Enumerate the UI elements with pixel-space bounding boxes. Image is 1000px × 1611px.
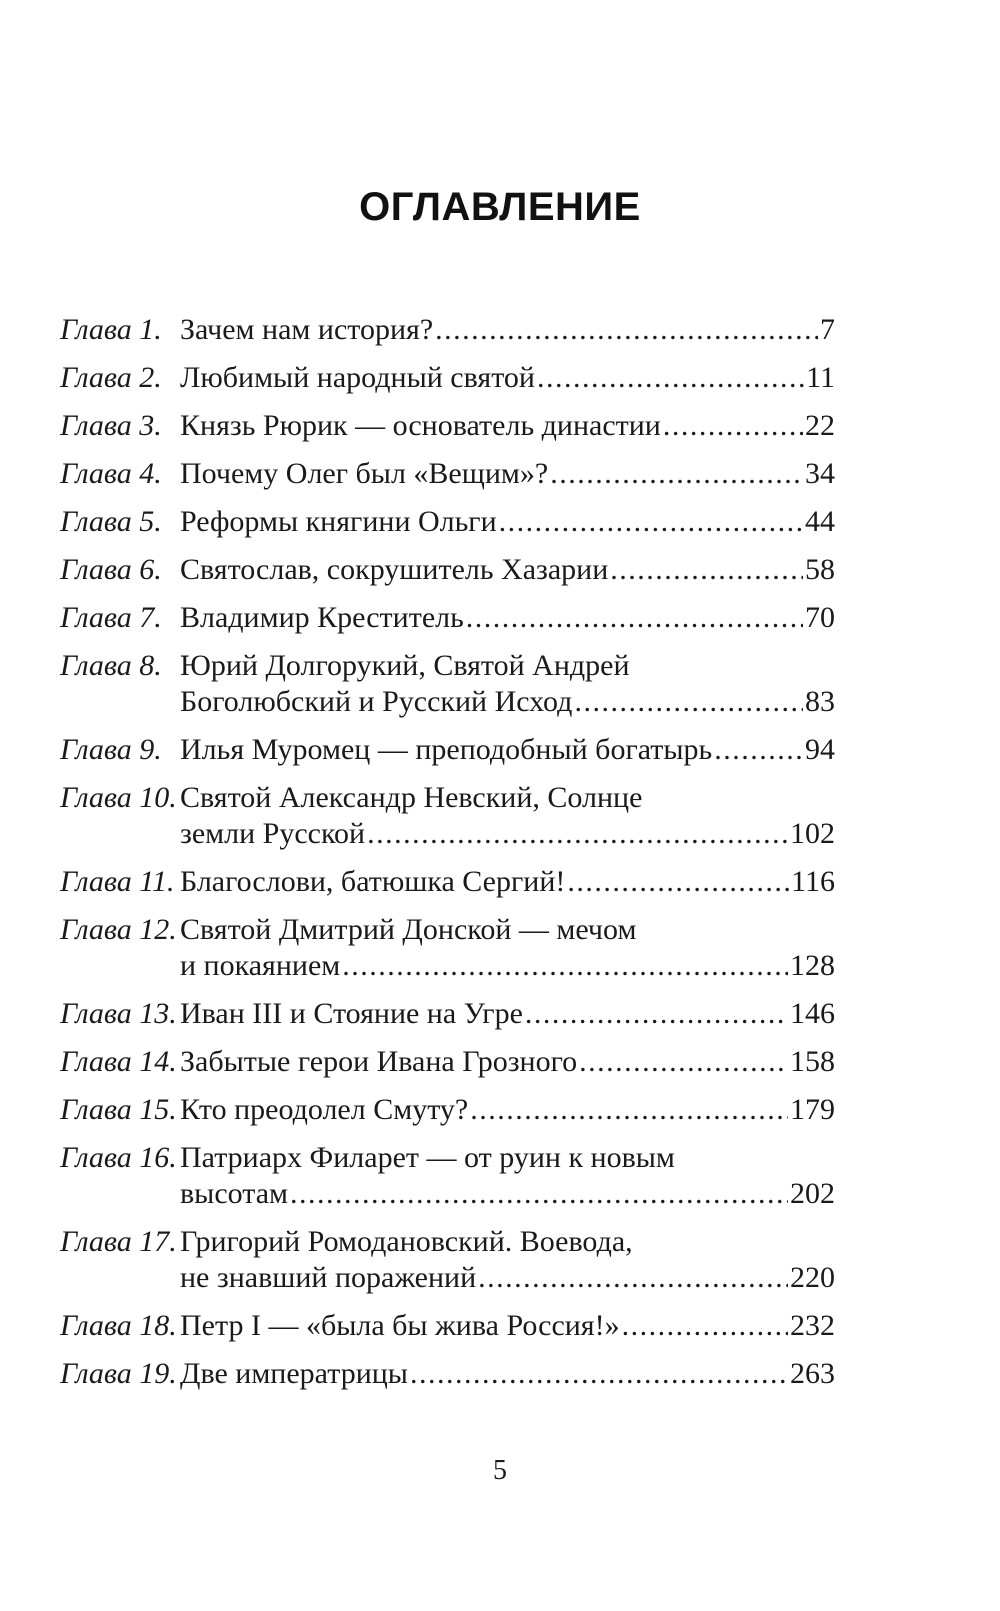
- toc-page-number: 202: [790, 1177, 835, 1210]
- toc-page-number: 102: [790, 817, 835, 850]
- chapter-title-text: Петр I — «была бы жива Россия!»: [180, 1309, 620, 1342]
- chapter-title-line: Святой Александр Невский, Солнце: [180, 781, 643, 814]
- chapter-title-block: [180, 1140, 835, 1212]
- chapter-title-text: Любимый народный святой: [180, 361, 535, 394]
- toc-entry: [60, 408, 835, 444]
- chapter-label: Глава 10.: [60, 781, 177, 814]
- dot-leader: [574, 684, 803, 720]
- page-title: ОГЛАВЛЕНИЕ: [359, 185, 641, 229]
- toc-page-number: 128: [790, 949, 835, 982]
- chapter-title-block: [180, 552, 835, 588]
- toc-page-number: 58: [805, 553, 835, 586]
- chapter-title-text: Владимир Креститель: [180, 601, 464, 634]
- chapter-title-block: [180, 408, 835, 444]
- dot-leader: [525, 996, 788, 1032]
- chapter-title-block: [180, 912, 835, 984]
- dot-leader: [410, 1356, 788, 1392]
- toc-entry: [60, 780, 835, 852]
- dot-leader: [537, 360, 804, 396]
- toc-page-number: 94: [805, 733, 835, 766]
- toc-entry: [60, 552, 835, 588]
- chapter-title-final-line: [180, 732, 835, 768]
- chapter-title-text: Боголюбский и Русский Исход: [180, 685, 573, 718]
- chapter-title-text: Кто преодолел Смуту?: [180, 1093, 469, 1126]
- chapter-label: Глава 15.: [60, 1093, 177, 1126]
- chapter-title-final-line: [180, 948, 835, 984]
- toc-entry: [60, 360, 835, 396]
- toc-page-number: 232: [790, 1309, 835, 1342]
- toc-entry: [60, 504, 835, 540]
- chapter-title-line: Юрий Долгорукий, Святой Андрей: [180, 649, 630, 682]
- toc-entry: [60, 600, 835, 636]
- dot-leader: [714, 732, 803, 768]
- toc-page-number: 220: [790, 1261, 835, 1294]
- chapter-title-final-line: [180, 816, 835, 852]
- chapter-label: Глава 6.: [60, 553, 162, 586]
- toc-entry: [60, 1044, 835, 1080]
- chapter-title-final-line: [180, 360, 835, 396]
- chapter-label: Глава 17.: [60, 1225, 177, 1258]
- chapter-label: Глава 2.: [60, 361, 162, 394]
- toc-entry: [60, 1092, 835, 1128]
- chapter-title-final-line: [180, 1260, 835, 1296]
- chapter-title-block: [180, 732, 835, 768]
- chapter-label: Глава 18.: [60, 1309, 177, 1342]
- chapter-title-block: [180, 312, 835, 348]
- chapter-title-text: Зачем нам история?: [180, 313, 434, 346]
- toc-entry: [60, 732, 835, 768]
- chapter-title-final-line: [180, 408, 835, 444]
- toc-page-number: 116: [791, 865, 835, 898]
- chapter-label: Глава 11.: [60, 865, 175, 898]
- chapter-label: Глава 4.: [60, 457, 162, 490]
- chapter-label: Глава 9.: [60, 733, 162, 766]
- chapter-title-text: Князь Рюрик — основатель династии: [180, 409, 661, 442]
- dot-leader: [478, 1260, 788, 1296]
- chapter-label: Глава 12.: [60, 913, 177, 946]
- chapter-title-line: Святой Дмитрий Донской — мечом: [180, 913, 637, 946]
- chapter-title-text: Иван III и Стояние на Угре: [180, 997, 523, 1030]
- toc-entry: [60, 1224, 835, 1296]
- chapter-label: Глава 7.: [60, 601, 162, 634]
- dot-leader: [579, 1044, 788, 1080]
- dot-leader: [567, 864, 789, 900]
- chapter-title-text: Святослав, сокрушитель Хазарии: [180, 553, 609, 586]
- chapter-title-final-line: [180, 1356, 835, 1392]
- chapter-label: Глава 19.: [60, 1357, 177, 1390]
- dot-leader: [550, 456, 803, 492]
- chapter-title-block: [180, 1044, 835, 1080]
- dot-leader: [342, 948, 788, 984]
- dot-leader: [610, 552, 803, 588]
- chapter-title-final-line: [180, 504, 835, 540]
- chapter-title-final-line: [180, 312, 835, 348]
- toc-entry: [60, 648, 835, 720]
- chapter-title-block: [180, 600, 835, 636]
- toc-page-number: 11: [806, 361, 835, 394]
- toc-entry: [60, 1356, 835, 1392]
- chapter-label: Глава 13.: [60, 997, 177, 1030]
- chapter-title-block: [180, 1092, 835, 1128]
- chapter-label: Глава 1.: [60, 313, 162, 346]
- toc-entry: [60, 312, 835, 348]
- chapter-title-block: [180, 780, 835, 852]
- toc-entry: [60, 864, 835, 900]
- chapter-title-block: [180, 504, 835, 540]
- toc-page-number: 70: [805, 601, 835, 634]
- toc-entry: [60, 1308, 835, 1344]
- chapter-title-final-line: [180, 1044, 835, 1080]
- dot-leader: [466, 600, 803, 636]
- chapter-title-text: Реформы княгини Ольги: [180, 505, 497, 538]
- dot-leader: [367, 816, 788, 852]
- chapter-title-text: земли Русской: [180, 817, 366, 850]
- chapter-title-text: Почему Олег был «Вещим»?: [180, 457, 549, 490]
- chapter-title-text: Илья Муромец — преподобный богатырь: [180, 733, 713, 766]
- chapter-title-text: Забытые герои Ивана Грозного: [180, 1045, 578, 1078]
- toc-entry: [60, 1140, 835, 1212]
- chapter-title-block: [180, 648, 835, 720]
- toc-page-number: 263: [790, 1357, 835, 1390]
- chapter-title-text: Две императрицы: [180, 1357, 408, 1390]
- chapter-title-final-line: [180, 1308, 835, 1344]
- toc-page-number: 44: [805, 505, 835, 538]
- chapter-title-final-line: [180, 1176, 835, 1212]
- chapter-title-text: Благослови, батюшка Сергий!: [180, 865, 566, 898]
- toc-entry: [60, 456, 835, 492]
- chapter-title-final-line: [180, 600, 835, 636]
- dot-leader: [470, 1092, 788, 1128]
- chapter-label: Глава 8.: [60, 649, 162, 682]
- dot-leader: [499, 504, 803, 540]
- chapter-title-final-line: [180, 552, 835, 588]
- chapter-title-block: [180, 864, 835, 900]
- chapter-title-line: Патриарх Филарет — от руин к новым: [180, 1141, 675, 1174]
- dot-leader: [663, 408, 803, 444]
- page-number: 5: [493, 1455, 507, 1486]
- dot-leader: [622, 1308, 788, 1344]
- toc-page-number: 7: [820, 313, 835, 346]
- chapter-title-text: и покаянием: [180, 949, 341, 982]
- chapter-title-final-line: [180, 456, 835, 492]
- chapter-title-block: [180, 1356, 835, 1392]
- toc-page-number: 158: [790, 1045, 835, 1078]
- chapter-title-text: не знавший поражений: [180, 1261, 477, 1294]
- chapter-title-block: [180, 456, 835, 492]
- chapter-title-line: Григорий Ромодановский. Воевода,: [180, 1225, 633, 1258]
- chapter-title-final-line: [180, 684, 835, 720]
- dot-leader: [435, 312, 818, 348]
- chapter-title-final-line: [180, 996, 835, 1032]
- toc-page-number: 179: [790, 1093, 835, 1126]
- chapter-title-final-line: [180, 1092, 835, 1128]
- dot-leader: [290, 1176, 788, 1212]
- table-of-contents: [60, 312, 835, 1404]
- chapter-label: Глава 5.: [60, 505, 162, 538]
- toc-entry: [60, 996, 835, 1032]
- chapter-label: Глава 3.: [60, 409, 162, 442]
- toc-page-number: 83: [805, 685, 835, 718]
- toc-entry: [60, 912, 835, 984]
- chapter-label: Глава 16.: [60, 1141, 177, 1174]
- toc-page-number: 146: [790, 997, 835, 1030]
- chapter-label: Глава 14.: [60, 1045, 177, 1078]
- chapter-title-block: [180, 996, 835, 1032]
- chapter-title-block: [180, 1224, 835, 1296]
- chapter-title-text: высотам: [180, 1177, 289, 1210]
- chapter-title-block: [180, 360, 835, 396]
- toc-page-number: 22: [805, 409, 835, 442]
- chapter-title-final-line: [180, 864, 835, 900]
- toc-page-number: 34: [805, 457, 835, 490]
- chapter-title-block: [180, 1308, 835, 1344]
